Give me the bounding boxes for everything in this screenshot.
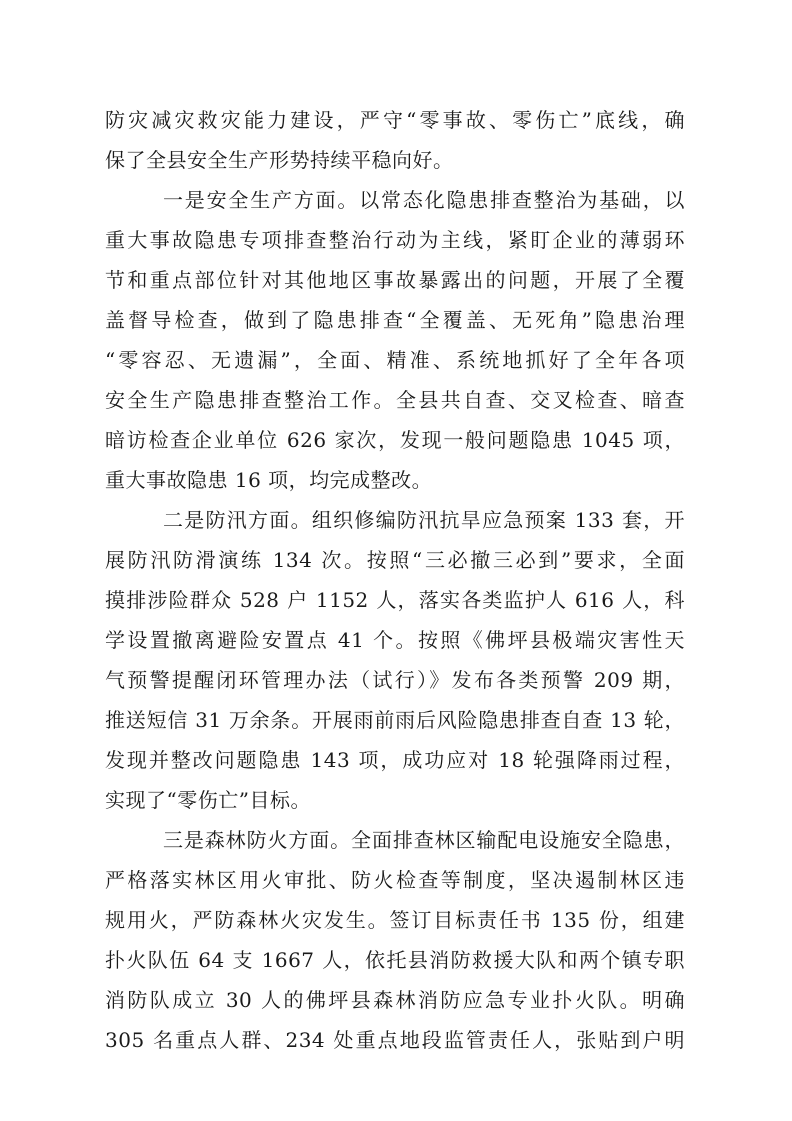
body-text: [105, 100, 685, 1060]
text-line: 盖督导检查，做到了隐患排查“全覆盖、无死角”隐患治理: [105, 308, 685, 332]
text-line: 暗访检查企业单位 626 家次，发现一般问题隐患 1045 项，: [105, 428, 685, 452]
text-line: 严格落实林区用火审批、防火检查等制度，坚决遏制林区违: [105, 868, 685, 892]
text-line: 展防汛防滑演练 134 次。按照“三必撤三必到”要求，全面: [105, 548, 685, 572]
text-line: 305 名重点人群、234 处重点地段监管责任人，张贴到户明: [105, 1028, 685, 1052]
text-line: 发现并整改问题隐患 143 项，成功应对 18 轮强降雨过程，: [105, 748, 685, 772]
text-line: 重大事故隐患专项排查整治行动为主线，紧盯企业的薄弱环: [105, 228, 685, 252]
text-line: 安全生产隐患排查整治工作。全县共自查、交叉检查、暗查: [105, 388, 685, 412]
text-line: 一是安全生产方面。以常态化隐患排查整治为基础，以: [163, 188, 685, 212]
text-line: 保了全县安全生产形势持续平稳向好。: [105, 148, 454, 172]
text-line: 二是防汛方面。组织修编防汛抗旱应急预案 133 套，开: [163, 508, 685, 532]
text-line: 实现了“零伤亡”目标。: [105, 788, 311, 812]
text-line: 防灾减灾救灾能力建设，严守“零事故、零伤亡”底线，确: [105, 108, 685, 132]
text-line: 消防队成立 30 人的佛坪县森林消防应急专业扑火队。明确: [105, 988, 685, 1012]
text-line: 规用火，严防森林火灾发生。签订目标责任书 135 份，组建: [105, 908, 685, 932]
text-line: 扑火队伍 64 支 1667 人，依托县消防救援大队和两个镇专职: [105, 948, 685, 972]
text-line: 节和重点部位针对其他地区事故暴露出的问题，开展了全覆: [105, 268, 685, 292]
text-line: 学设置撤离避险安置点 41 个。按照《佛坪县极端灾害性天: [105, 628, 685, 652]
text-line: 摸排涉险群众 528 户 1152 人，落实各类监护人 616 人，科: [105, 588, 685, 612]
text-line: 气预警提醒闭环管理办法（试行）》发布各类预警 209 期，: [105, 668, 685, 692]
text-line: 重大事故隐患 16 项，均完成整改。: [105, 468, 433, 492]
text-line: 推送短信 31 万余条。开展雨前雨后风险隐患排查自查 13 轮，: [105, 708, 685, 732]
text-line: “零容忍、无遗漏”，全面、精准、系统地抓好了全年各项: [105, 348, 685, 372]
text-line: 三是森林防火方面。全面排查林区输配电设施安全隐患，: [163, 828, 685, 852]
